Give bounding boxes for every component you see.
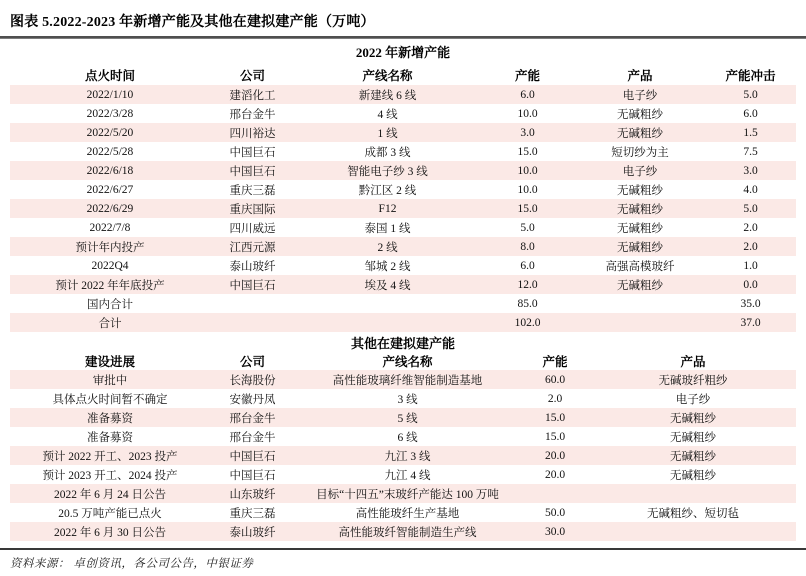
cell-line-name: 目标“十四五”末玻纤产能达 100 万吨 — [316, 488, 499, 501]
cell-company: 山东玻纤 — [229, 488, 276, 501]
cell-ignition-date: 2022Q4 — [91, 259, 129, 272]
cell-product: 无碱粗纱 — [617, 222, 663, 235]
cell-company: 江西元源 — [229, 241, 276, 254]
cell-company: 泰山玻纤 — [229, 526, 276, 539]
cell-company — [210, 294, 295, 313]
cell-product: 无碱粗纱 — [670, 431, 717, 444]
cell-capacity-impact: 2.0 — [743, 240, 758, 253]
cell-company: 邢台金牛 — [229, 412, 276, 425]
cell-product: 无碱粗纱 — [617, 241, 663, 254]
cell-capacity-impact: 1.0 — [743, 259, 758, 272]
cell-company: 重庆三磊 — [229, 507, 276, 520]
cell-capacity: 15.0 — [544, 411, 566, 424]
cell-capacity: 6.0 — [520, 259, 535, 272]
cell-company: 泰山玻纤 — [229, 260, 276, 273]
cell-line-name: 5 线 — [397, 412, 418, 425]
cell-ignition-date: 2022/6/18 — [86, 164, 134, 177]
cell-line-name: 6 线 — [397, 431, 418, 444]
cell-product: 无碱玻纤粗纱 — [658, 374, 728, 387]
cell-company: 四川裕达 — [229, 127, 276, 140]
cell-capacity-impact: 35.0 — [740, 297, 761, 310]
cell-capacity: 2.0 — [547, 392, 563, 405]
col-header-capacity-impact: 产能冲击 — [725, 68, 776, 83]
table-row-grand-total — [10, 313, 796, 332]
cell-company: 长海股份 — [229, 374, 276, 387]
col-header-capacity: 产能 — [514, 68, 540, 83]
col-header-product: 产品 — [680, 355, 706, 369]
col-header-construction-progress: 建设进展 — [84, 355, 135, 369]
cell-line-name: 高性能玻纤生产基地 — [355, 507, 460, 520]
cell-product — [590, 484, 796, 503]
table-row — [10, 256, 796, 275]
cell-ignition-date: 预计年内投产 — [75, 241, 145, 254]
cell-product: 无碱粗纱 — [617, 184, 663, 197]
cell-capacity: 102.0 — [514, 316, 541, 329]
cell-product: 无碱粗纱 — [670, 469, 717, 482]
table-row — [10, 370, 796, 389]
cell-capacity: 50.0 — [544, 506, 566, 519]
cell-company: 安徽丹凤 — [229, 393, 276, 406]
col-header-capacity: 产能 — [542, 355, 568, 369]
cell-capacity: 20.0 — [544, 468, 566, 481]
cell-capacity: 3.0 — [520, 126, 535, 139]
cell-capacity: 8.0 — [520, 240, 535, 253]
cell-product: 电子纱 — [622, 89, 658, 102]
cell-line-name: 邹城 2 线 — [364, 260, 411, 273]
table-row — [10, 85, 796, 104]
section-title: 其他在建拟建产能 — [351, 335, 456, 351]
cell-line-name: 黔江区 2 线 — [358, 184, 417, 197]
table-row — [10, 522, 796, 541]
cell-ignition-date: 合计 — [98, 317, 122, 330]
cell-capacity: 10.0 — [517, 164, 538, 177]
table-row — [10, 389, 796, 408]
table-row — [10, 142, 796, 161]
cell-capacity-impact: 1.5 — [743, 126, 758, 139]
cell-capacity: 5.0 — [520, 221, 535, 234]
cell-company: 邢台金牛 — [229, 431, 276, 444]
cell-construction-progress: 预计 2023 开工、2024 投产 — [42, 469, 178, 482]
table-row — [10, 218, 796, 237]
table-row — [10, 503, 796, 522]
cell-ignition-date: 预计 2022 年年底投产 — [55, 279, 165, 292]
cell-product: 高强高模玻纤 — [605, 260, 675, 273]
cell-construction-progress: 20.5 万吨产能已点火 — [58, 507, 162, 520]
table-row — [10, 199, 796, 218]
cell-line-name: 九江 3 线 — [384, 450, 431, 463]
cell-capacity-impact: 4.0 — [743, 183, 758, 196]
cell-capacity: 20.0 — [544, 449, 566, 462]
cell-construction-progress: 2022 年 6 月 24 日公告 — [53, 488, 167, 501]
table-row-domestic-total — [10, 294, 796, 313]
col-header-line-name: 产线名称 — [382, 355, 433, 369]
cell-capacity: 85.0 — [517, 297, 538, 310]
cell-product: 无碱粗纱 — [617, 279, 663, 292]
cell-product: 短切纱为主 — [611, 146, 669, 159]
section-title-row — [10, 332, 796, 352]
col-header-company: 公司 — [239, 355, 265, 369]
col-header-line-name: 产线名称 — [362, 68, 413, 83]
section-title-row — [10, 39, 796, 64]
table-row — [10, 446, 796, 465]
cell-product: 无碱粗纱 — [617, 127, 663, 140]
cell-construction-progress: 2022 年 6 月 30 日公告 — [53, 526, 167, 539]
cell-product — [590, 522, 796, 541]
cell-line-name — [295, 294, 480, 313]
column-header-row — [10, 64, 796, 85]
cell-product: 无碱粗纱 — [670, 450, 717, 463]
cell-line-name: 高性能玻纤智能制造生产线 — [338, 526, 477, 539]
cell-product: 电子纱 — [622, 165, 658, 178]
table-row — [10, 427, 796, 446]
cell-line-name: 2 线 — [377, 241, 398, 254]
cell-company: 重庆三磊 — [229, 184, 276, 197]
cell-construction-progress: 具体点火时间暂不确定 — [52, 393, 168, 406]
cell-line-name: 高性能玻璃纤维智能制造基地 — [332, 374, 483, 387]
cell-ignition-date: 2022/6/29 — [86, 202, 134, 215]
cell-line-name: 九江 4 线 — [384, 469, 431, 482]
cell-capacity: 30.0 — [544, 525, 566, 538]
cell-line-name: 埃及 4 线 — [364, 279, 411, 292]
cell-company: 重庆国际 — [229, 203, 276, 216]
section-title: 2022 年新增产能 — [355, 45, 451, 60]
cell-capacity: 10.0 — [517, 107, 538, 120]
cell-capacity-impact: 7.5 — [743, 145, 758, 158]
cell-ignition-date: 2022/7/8 — [89, 221, 131, 234]
cell-line-name: 4 线 — [377, 108, 398, 121]
cell-construction-progress: 准备募资 — [87, 412, 133, 425]
table-area — [10, 39, 796, 541]
cell-company: 中国巨石 — [229, 146, 276, 159]
cell-company — [210, 313, 295, 332]
table-row — [10, 237, 796, 256]
column-header-row — [10, 352, 796, 370]
cell-construction-progress: 审批中 — [92, 374, 128, 387]
cell-capacity-impact: 37.0 — [740, 316, 761, 329]
cell-line-name: 3 线 — [397, 393, 418, 406]
cell-construction-progress: 准备募资 — [87, 431, 133, 444]
cell-capacity: 15.0 — [517, 145, 538, 158]
cell-company: 四川威远 — [229, 222, 276, 235]
table-row — [10, 104, 796, 123]
cell-line-name: 新建线 6 线 — [358, 89, 417, 102]
cell-line-name: 成都 3 线 — [364, 146, 411, 159]
cell-capacity: 10.0 — [517, 183, 538, 196]
source-note: 资料来源： 卓创资讯，各公司公告，中银证券 — [10, 558, 254, 570]
cell-capacity-impact: 0.0 — [743, 278, 758, 291]
table-row — [10, 161, 796, 180]
cell-product — [575, 313, 705, 332]
cell-company: 中国巨石 — [229, 165, 276, 178]
cell-capacity: 6.0 — [520, 88, 535, 101]
cell-ignition-date: 国内合计 — [87, 298, 133, 311]
cell-company: 中国巨石 — [229, 450, 276, 463]
cell-construction-progress: 预计 2022 开工、2023 投产 — [42, 450, 178, 463]
cell-capacity-impact: 6.0 — [743, 107, 758, 120]
cell-line-name — [295, 313, 480, 332]
cell-company: 邢台金牛 — [229, 108, 276, 121]
cell-capacity: 15.0 — [544, 430, 566, 443]
cell-capacity-impact: 5.0 — [743, 202, 758, 215]
cell-line-name: 泰国 1 线 — [364, 222, 411, 235]
cell-capacity: 15.0 — [517, 202, 538, 215]
cell-product: 电子纱 — [675, 393, 711, 406]
table-row — [10, 123, 796, 142]
table-row — [10, 180, 796, 199]
cell-company: 中国巨石 — [229, 469, 276, 482]
new-capacity-2022-table — [10, 39, 796, 332]
col-header-ignition-date: 点火时间 — [84, 68, 135, 83]
table-row — [10, 484, 796, 503]
col-header-company: 公司 — [239, 68, 265, 83]
cell-line-name: 智能电子纱 3 线 — [347, 165, 428, 178]
under-construction-table — [10, 332, 796, 541]
cell-ignition-date: 2022/1/10 — [86, 88, 134, 101]
cell-product: 无碱粗纱 — [617, 108, 663, 121]
cell-product — [575, 294, 705, 313]
cell-company: 中国巨石 — [229, 279, 276, 292]
cell-capacity: 60.0 — [544, 373, 566, 386]
cell-product: 无碱粗纱、短切毡 — [647, 507, 740, 520]
cell-company: 建滔化工 — [229, 89, 276, 102]
cell-capacity-impact: 3.0 — [743, 164, 758, 177]
cell-line-name: F12 — [378, 202, 397, 215]
cell-line-name: 1 线 — [377, 127, 398, 140]
cell-ignition-date: 2022/5/20 — [86, 126, 134, 139]
cell-product: 无碱粗纱 — [670, 412, 717, 425]
cell-ignition-date: 2022/6/27 — [86, 183, 134, 196]
cell-ignition-date: 2022/3/28 — [86, 107, 134, 120]
cell-ignition-date: 2022/5/28 — [86, 145, 134, 158]
cell-capacity-impact: 5.0 — [743, 88, 758, 101]
cell-product: 无碱粗纱 — [617, 203, 663, 216]
cell-capacity: 12.0 — [517, 278, 538, 291]
table-row — [10, 275, 796, 294]
cell-capacity — [520, 484, 590, 503]
col-header-product: 产品 — [627, 68, 653, 83]
table-row — [10, 408, 796, 427]
cell-capacity-impact: 2.0 — [743, 221, 758, 234]
table-row — [10, 465, 796, 484]
figure-title: 图表 5.2022-2023 年新增产能及其他在建拟建产能（万吨） — [10, 15, 375, 30]
